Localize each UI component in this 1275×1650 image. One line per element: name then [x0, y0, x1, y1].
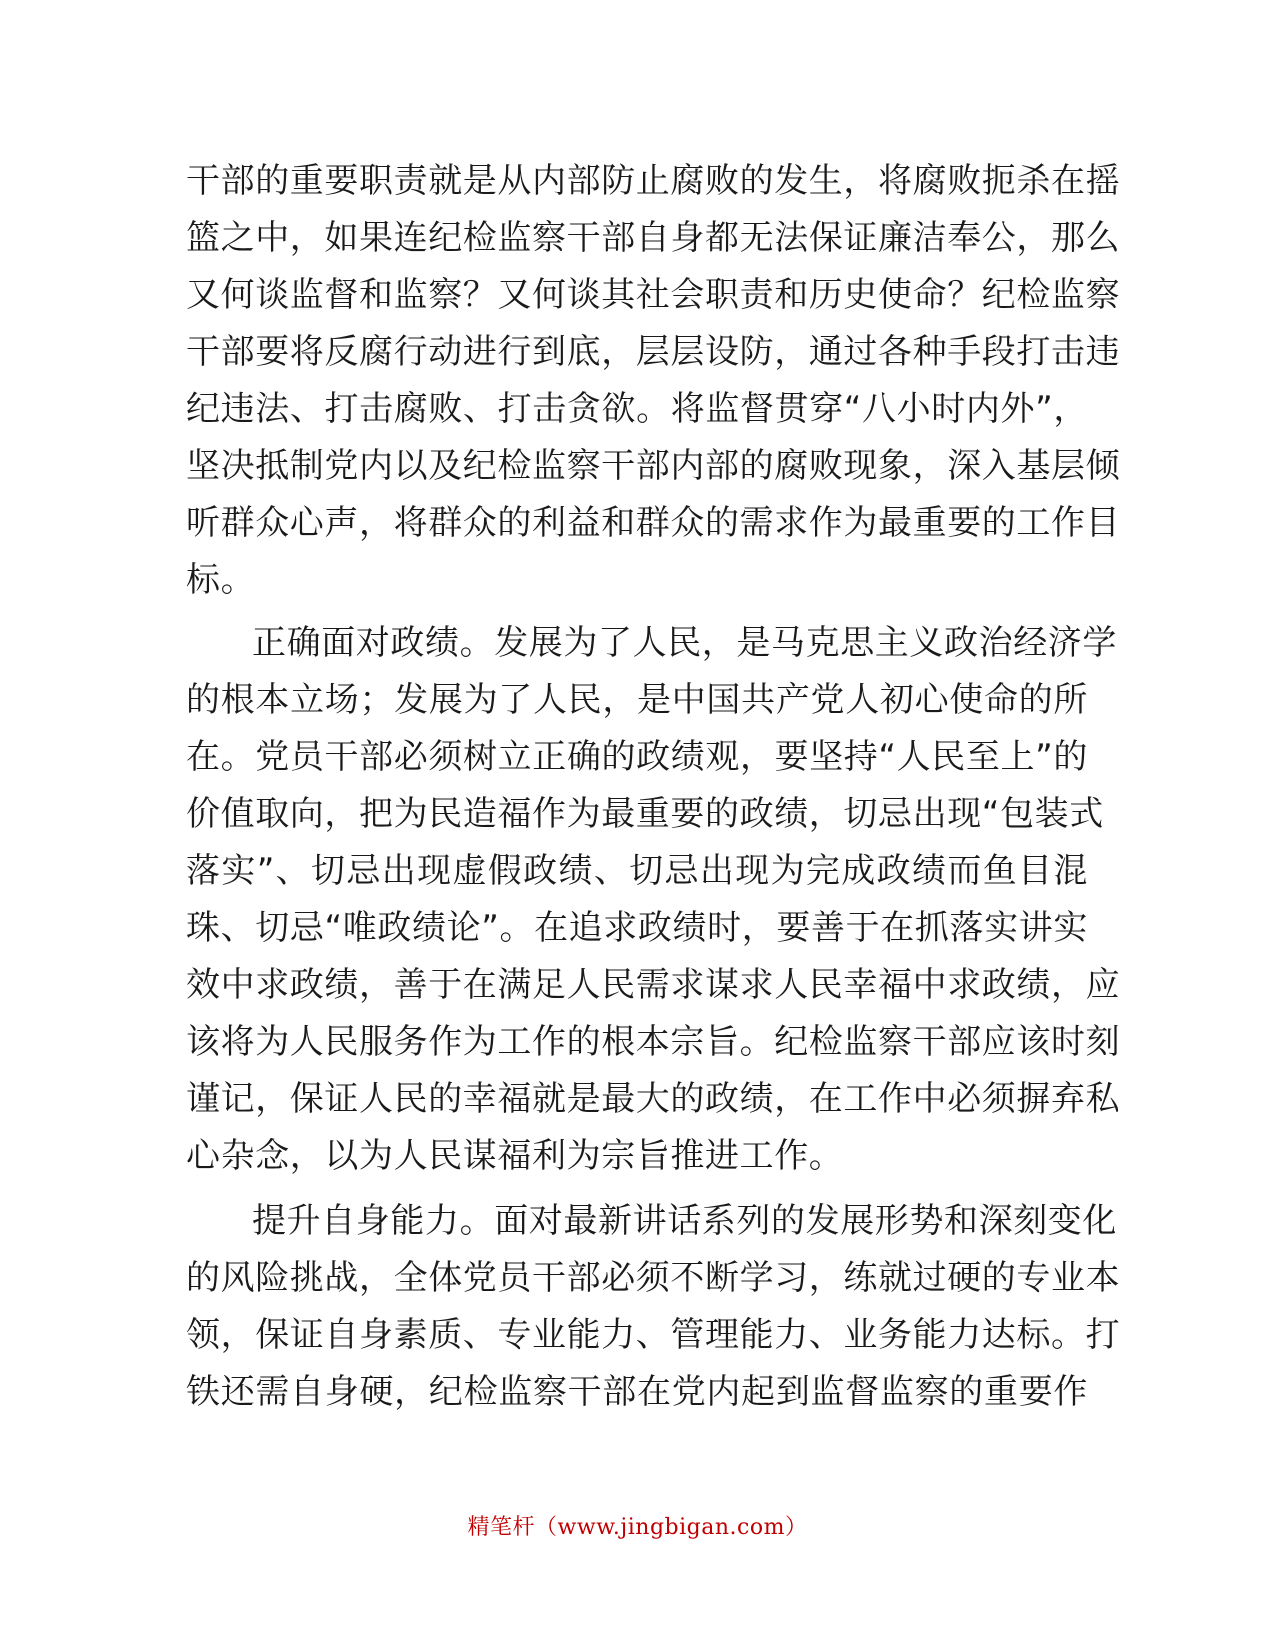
text-line: 提升自身能力。面对最新讲话系列的发展形势和深刻变化: [252, 1201, 1117, 1241]
footer-watermark: 精笔杆（www.jingbigan.com）: [467, 1515, 808, 1540]
text-line: 的根本立场；发展为了人民，是中国共产党人初心使命的所: [186, 680, 1088, 720]
text-line: 的风险挑战，全体党员干部必须不断学习，练就过硬的专业本: [186, 1258, 1121, 1298]
text-line: 效中求政绩，善于在满足人民需求谋求人民幸福中求政绩，应: [186, 965, 1121, 1005]
text-line: 该将为人民服务作为工作的根本宗旨。纪检监察干部应该时刻: [186, 1022, 1121, 1062]
text-line: 落实”、切忌出现虚假政绩、切忌出现为完成政绩而鱼目混: [186, 851, 1088, 891]
document-body: [186, 153, 1121, 1421]
text-line: 谨记，保证人民的幸福就是最大的政绩，在工作中必须摒弃私: [186, 1079, 1121, 1119]
paragraph-1: [186, 153, 1121, 609]
paragraph-2: [186, 615, 1121, 1185]
text-line: 铁还需自身硬，纪检监察干部在党内起到监督监察的重要作: [186, 1372, 1088, 1412]
text-line: 领，保证自身素质、专业能力、管理能力、业务能力达标。打: [186, 1315, 1121, 1355]
text-line: 价值取向，把为民造福作为最重要的政绩，切忌出现“包装式: [186, 794, 1104, 834]
text-line: 篮之中，如果连纪检监察干部自身都无法保证廉洁奉公，那么: [186, 218, 1121, 258]
paragraph-3: [186, 1193, 1121, 1421]
text-line: 心杂念，以为人民谋福利为宗旨推进工作。: [186, 1136, 844, 1176]
text-line: 纪违法、打击腐败、打击贪欲。将监督贯穿“八小时内外”，: [186, 389, 1088, 429]
text-line: 又何谈监督和监察？又何谈其社会职责和历史使命？纪检监察: [186, 275, 1121, 315]
text-line: 干部要将反腐行动进行到底，层层设防，通过各种手段打击违: [186, 332, 1121, 372]
text-line: 听群众心声，将群众的利益和群众的需求作为最重要的工作目: [186, 503, 1121, 543]
text-line: 在。党员干部必须树立正确的政绩观，要坚持“人民至上”的: [186, 737, 1088, 777]
text-line: 珠、切忌“唯政绩论”。在追求政绩时，要善于在抓落实讲实: [186, 908, 1088, 948]
text-line: 标。: [186, 560, 256, 600]
text-line: 正确面对政绩。发展为了人民，是马克思主义政治经济学: [252, 623, 1117, 663]
text-line: 干部的重要职责就是从内部防止腐败的发生，将腐败扼杀在摇: [186, 161, 1121, 201]
text-line: 坚决抵制党内以及纪检监察干部内部的腐败现象，深入基层倾: [186, 446, 1121, 486]
